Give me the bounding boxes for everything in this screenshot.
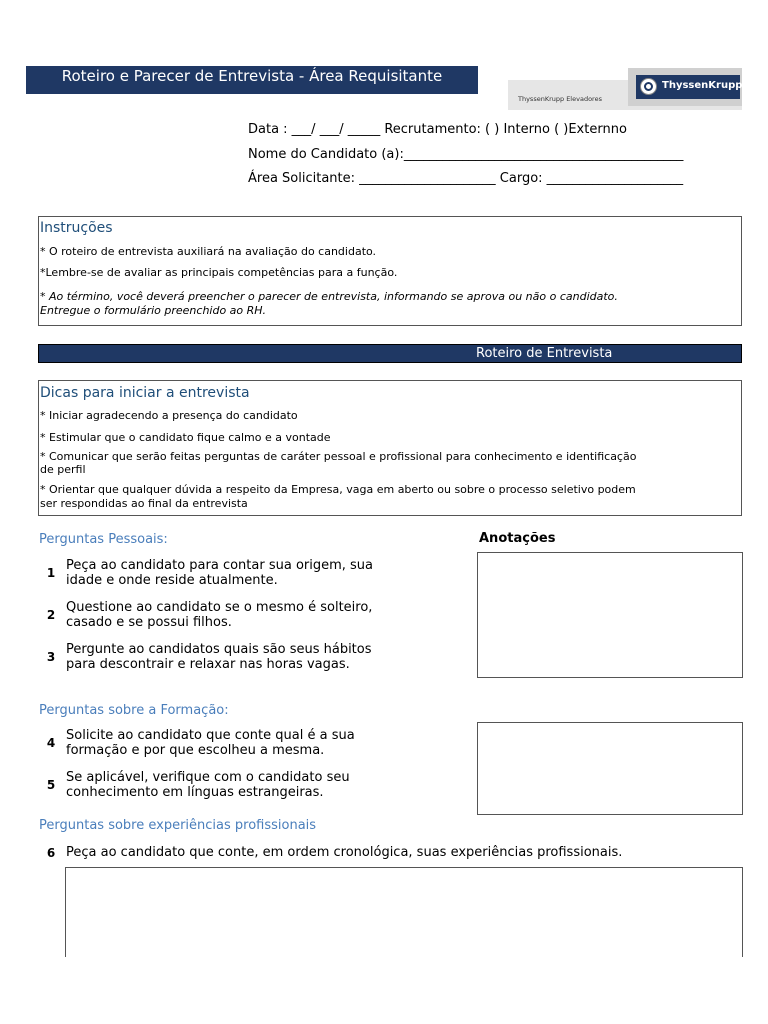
page-title: Roteiro e Parecer de Entrevista - Área Requisitante (26, 66, 478, 94)
instruction-item: * O roteiro de entrevista auxiliará na avaliação do candidato. (40, 245, 377, 258)
notes-box-personal[interactable] (477, 552, 743, 678)
tip-item: * Orientar que qualquer dúvida a respeito da Empresa, vaga em aberto ou sobre o processo seletivo podem (40, 483, 636, 496)
company-logo (508, 68, 742, 110)
section-bar-roteiro: Roteiro de Entrevista (38, 344, 742, 363)
instruction-item: Entregue o formulário preenchido ao RH. (40, 304, 267, 317)
logo-brand-name: ThyssenKrupp (662, 80, 743, 91)
section-title-experience: Perguntas sobre experiências profissionais (39, 818, 317, 833)
tip-item: * Iniciar agradecendo a presença do candidato (40, 409, 298, 422)
instructions-box (38, 216, 742, 326)
logo-panel (628, 68, 742, 106)
question-number: 5 (46, 778, 56, 792)
notes-label: Anotações (479, 531, 556, 546)
form-line-date[interactable]: Data : ___/ ___/ _____ Recrutamento: ( ) Interno ( )Externno (248, 122, 627, 137)
tip-item: ser respondidas ao final da entrevista (40, 497, 248, 510)
instruction-item: * Ao término, você deverá preencher o parecer de entrevista, informando se aprova ou não o candidato. (40, 290, 618, 303)
question-text: Se aplicável, verifique com o candidato seu conhecimento em línguas estrangeiras. (66, 770, 350, 800)
question-text: Pergunte ao candidatos quais são seus hábitos para descontrair e relaxar nas horas vagas. (66, 642, 372, 672)
tips-title: Dicas para iniciar a entrevista (40, 385, 250, 401)
question-number: 2 (46, 608, 56, 622)
section-title-education: Perguntas sobre a Formação: (39, 703, 229, 718)
question-text: Solicite ao candidato que conte qual é a sua formação e por que escolheu a mesma. (66, 728, 355, 758)
form-line-candidate[interactable]: Nome do Candidato (a):___________________________________________ (248, 147, 684, 162)
question-text: Peça ao candidato que conte, em ordem cronológica, suas experiências profissionais. (66, 845, 623, 860)
answer-box-experience[interactable] (65, 867, 743, 957)
question-number: 4 (46, 736, 56, 750)
question-number: 6 (46, 846, 56, 860)
section-title-personal: Perguntas Pessoais: (39, 532, 168, 547)
question-text: Peça ao candidato para contar sua origem, sua idade e onde reside atualmente. (66, 558, 374, 588)
tips-box (38, 380, 742, 516)
question-text: Questione ao candidato se o mesmo é solteiro, casado e se possui filhos. (66, 600, 373, 630)
instructions-title: Instruções (40, 220, 113, 236)
logo-badge (636, 75, 743, 99)
tip-item: * Estimular que o candidato fique calmo e a vontade (40, 431, 331, 444)
form-line-area[interactable]: Área Solicitante: _____________________ Cargo: _____________________ (248, 171, 684, 186)
question-number: 3 (46, 650, 56, 664)
tip-item: de perfil (40, 463, 86, 476)
logo-subtitle: ThyssenKrupp Elevadores (518, 95, 602, 103)
question-number: 1 (46, 566, 56, 580)
tip-item: * Comunicar que serão feitas perguntas de caráter pessoal e profissional para conhecimento e identificação (40, 450, 637, 463)
notes-box-education[interactable] (477, 722, 743, 815)
logo-emblem-icon (640, 78, 657, 95)
instruction-item: *Lembre-se de avaliar as principais competências para a função. (40, 266, 398, 279)
